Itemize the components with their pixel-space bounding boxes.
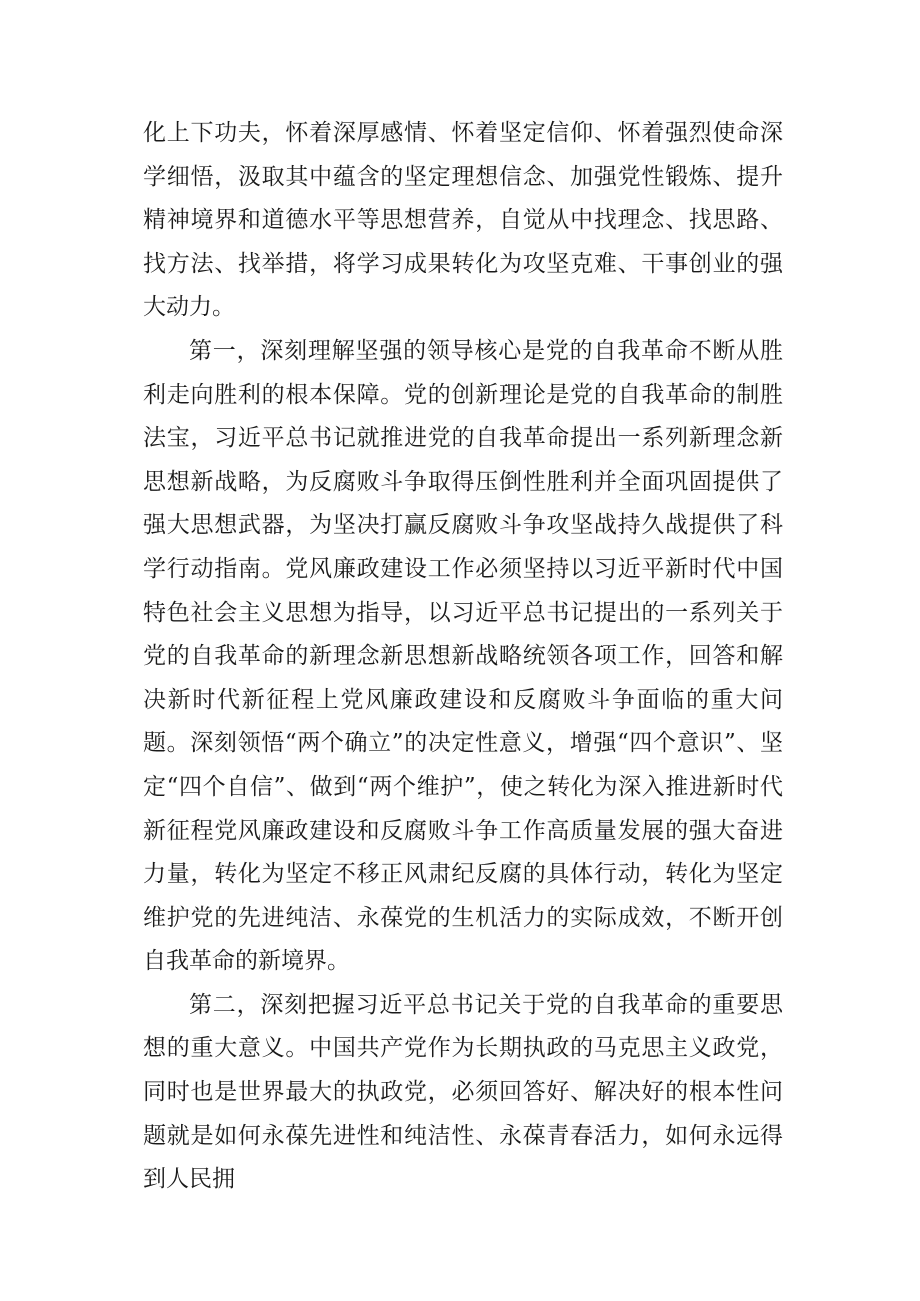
paragraph-first-point: 第一，深刻理解坚强的领导核心是党的自我革命不断从胜利走向胜利的根本保障。党的创新理论是党的自我革命的制胜法宝，习近平总书记就推进党的自我革命提出一系列新理念新思想新战略，为反腐败斗争取得压倒性胜利并全面巩固提供了强大思想武器，为坚决打赢反腐败斗争攻坚战持久战提供了科学行动指南。党风廉政建设工作必须坚持以习近平新时代中国特色社会主义思想为指导，以习近平总书记提出的一系列关于党的自我革命的新理念新思想新战略统领各项工作，回答和解决新时代新征程上党风廉政建设和反腐败斗争面临的重大问题。深刻领悟“两个确立”的决定性意义，增强“四个意识”、坚定“四个自信”、做到“两个维护”，使之转化为深入推进新时代新征程党风廉政建设和反腐败斗争工作高质量发展的强大奋进力量，转化为坚定不移正风肃纪反腐的具体行动，转化为坚定维护党的先进纯洁、永葆党的生机活力的实际成效，不断开创自我革命的新境界。 <box>143 337 783 975</box>
document-body <box>143 112 783 1202</box>
paragraph-second-point: 第二，深刻把握习近平总书记关于党的自我革命的重要思想的重大意义。中国共产党作为长期执政的马克思主义政党，同时也是世界最大的执政党，必须回答好、解决好的根本性问题就是如何永葆先进性和纯洁性、永葆青春活力，如何永远得到人民拥 <box>143 991 783 1193</box>
paragraph-continuation: 化上下功夫，怀着深厚感情、怀着坚定信仰、怀着强烈使命深学细悟，汲取其中蕴含的坚定理想信念、加强党性锻炼、提升精神境界和道德水平等思想营养，自觉从中找理念、找思路、找方法、找举措，将学习成果转化为攻坚克难、干事创业的强大动力。 <box>143 120 783 321</box>
